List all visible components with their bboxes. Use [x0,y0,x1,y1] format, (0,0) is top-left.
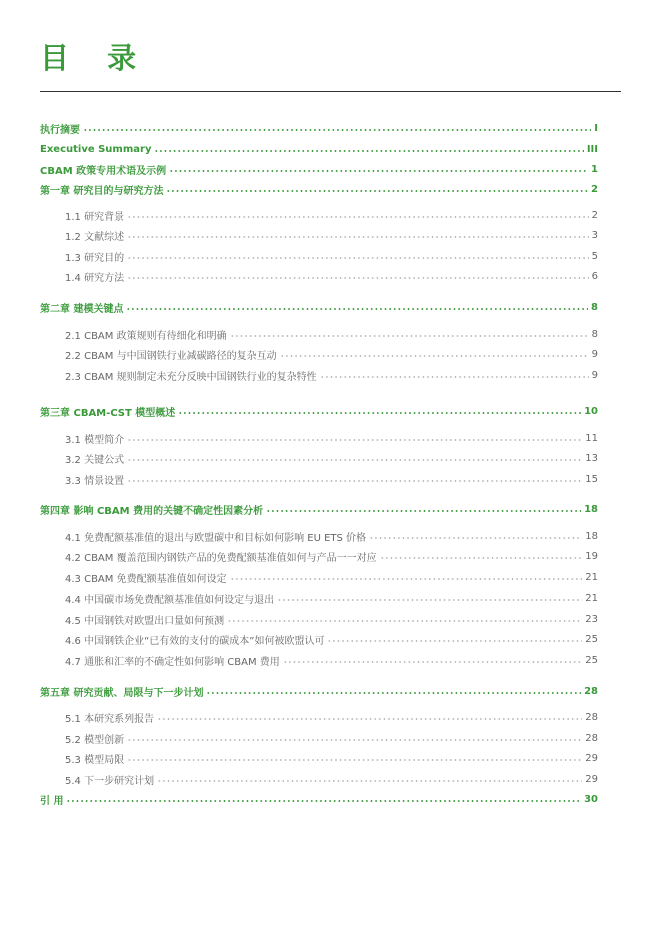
dot-leader [230,335,589,337]
toc-entry-label: 4.4 中国碳市场免费配额基准值如何设定与退出 [65,594,275,606]
toc-entry-page: 2 [591,183,598,195]
toc-entry-page: I [594,122,598,134]
dot-leader [127,759,582,761]
dot-leader [127,459,582,461]
dot-leader [127,439,582,441]
toc-entry-label: 第二章 建模关键点 [40,303,124,315]
dot-leader [157,780,582,782]
toc-entry-label: 5.2 模型创新 [65,734,125,746]
toc-entry-page: 3 [591,229,598,241]
toc-entry-label: 4.7 通胀和汇率的不确定性如何影响 CBAM 费用 [65,656,280,668]
toc-entry-2-3[interactable] [65,367,598,383]
toc-entry-chapter-2[interactable] [40,299,598,315]
toc-entry-5-1[interactable] [65,709,598,725]
dot-leader [127,480,582,482]
toc-entry-page: 8 [591,301,598,313]
toc-entry-1-4[interactable] [65,268,598,284]
dot-leader [178,412,581,414]
toc-entry-label: 4.3 CBAM 免费配额基准值如何设定 [65,573,227,585]
toc-entry-2-1[interactable] [65,326,598,342]
dot-leader [157,718,582,720]
dot-leader [126,308,588,310]
toc-entry-chapter-4[interactable] [40,501,598,517]
toc-entry-label: 1.4 研究方法 [65,272,125,284]
toc-entry-page: 1 [591,163,598,175]
toc-entry-label: Executive Summary [40,143,152,155]
toc-entry-label: 4.2 CBAM 覆盖范围内钢铁产品的免费配额基准值如何与产品一一对应 [65,552,377,564]
toc-entry-label: 2.1 CBAM 政策规则有待细化和明确 [65,330,227,342]
toc-entry-label: CBAM 政策专用术语及示例 [40,165,167,177]
dot-leader [127,257,589,259]
toc-entry-page: 21 [585,592,598,604]
toc-entry-label: 执行摘要 [40,124,80,136]
dot-leader [66,800,581,802]
toc-entry-page: 18 [585,530,598,542]
toc-entry-page: 15 [585,473,598,485]
toc-entry-cbam-terms[interactable] [40,161,598,177]
dot-leader [230,578,583,580]
toc-entry-label: 引 用 [40,795,64,807]
toc-entry-label: 4.5 中国钢铁对欧盟出口量如何预测 [65,615,225,627]
toc-entry-3-2[interactable] [65,450,598,466]
toc-entry-page: 21 [585,571,598,583]
toc-entry-4-3[interactable] [65,569,598,585]
toc-entry-label: 第一章 研究目的与研究方法 [40,185,164,197]
toc-entry-page: 5 [591,250,598,262]
toc-entry-executive-summary-cn[interactable] [40,120,598,136]
dot-leader [83,129,591,131]
toc-entry-4-7[interactable] [65,652,598,668]
toc-entry-page: 19 [585,550,598,562]
toc-entry-label: 3.3 情景设置 [65,475,125,487]
toc-entry-page: III [586,143,598,155]
dot-leader [227,620,582,622]
toc-entry-page: 9 [591,348,598,360]
toc-entry-label: 1.2 文献综述 [65,231,125,243]
toc-entry-label: 4.6 中国钢铁企业“已有效的支付的碳成本”如何被欧盟认可 [65,635,325,647]
toc-entry-4-5[interactable] [65,611,598,627]
dot-leader [280,355,589,357]
toc-entry-3-3[interactable] [65,471,598,487]
toc-entry-3-1[interactable] [65,430,598,446]
toc-entry-1-2[interactable] [65,227,598,243]
toc-entry-page: 25 [585,633,598,645]
dot-leader [320,376,589,378]
toc-entry-page: 13 [585,452,598,464]
toc-entry-page: 2 [591,209,598,221]
toc-entry-references[interactable] [40,791,598,807]
toc-entry-page: 23 [585,613,598,625]
toc-entry-label: 第四章 影响 CBAM 费用的关键不确定性因素分析 [40,505,264,517]
toc-entry-executive-summary-en[interactable] [40,141,598,157]
toc-entry-chapter-3[interactable] [40,403,598,419]
dot-leader [169,170,588,172]
toc-entry-page: 11 [585,432,598,444]
toc-entry-5-3[interactable] [65,750,598,766]
toc-entry-page: 28 [585,711,598,723]
toc-entry-5-2[interactable] [65,730,598,746]
dot-leader [369,537,582,539]
toc-entry-page: 9 [591,369,598,381]
toc-entry-page: 28 [585,732,598,744]
dot-leader [277,599,582,601]
toc-entry-4-1[interactable] [65,528,598,544]
toc-entry-label: 5.1 本研究系列报告 [65,713,155,725]
toc-entry-page: 28 [584,685,598,697]
dot-leader [127,277,589,279]
toc-entry-label: 5.3 模型局限 [65,754,125,766]
toc-entry-5-4[interactable] [65,771,598,787]
toc-entry-4-6[interactable] [65,631,598,647]
dot-leader [283,661,583,663]
toc-entry-page: 30 [584,793,598,805]
toc-entry-label: 3.1 模型简介 [65,434,125,446]
toc-entry-label: 5.4 下一步研究计划 [65,775,155,787]
dot-leader [266,510,581,512]
toc-entry-page: 29 [585,752,598,764]
page-title: 目 录 [40,41,151,75]
dot-leader [166,190,588,192]
toc-entry-page: 18 [584,503,598,515]
toc-entry-4-2[interactable] [65,548,598,564]
toc-entry-label: 1.3 研究目的 [65,252,125,264]
toc-entry-label: 第五章 研究贡献、局限与下一步计划 [40,687,204,699]
dot-leader [127,216,589,218]
toc-entry-4-4[interactable] [65,590,598,606]
toc-entry-label: 2.3 CBAM 规则制定未充分反映中国钢铁行业的复杂特性 [65,371,317,383]
toc-entry-label: 2.2 CBAM 与中国钢铁行业减碳路径的复杂互动 [65,350,277,362]
dot-leader [154,150,583,152]
toc-entry-chapter-5[interactable] [40,683,598,699]
dot-leader [380,557,583,559]
toc-entry-page: 25 [585,654,598,666]
toc-entry-page: 8 [591,328,598,340]
toc-entry-label: 4.1 免费配额基准值的退出与欧盟碳中和目标如何影响 EU ETS 价格 [65,532,367,544]
dot-leader [327,640,582,642]
toc-entry-page: 10 [584,405,598,417]
toc-entry-page: 29 [585,773,598,785]
toc-entry-1-3[interactable] [65,248,598,264]
toc-entry-chapter-1[interactable] [40,181,598,197]
toc-entry-label: 3.2 关键公式 [65,454,125,466]
toc-entry-label: 1.1 研究背景 [65,211,125,223]
dot-leader [206,692,581,694]
dot-leader [127,236,589,238]
toc-entry-2-2[interactable] [65,346,598,362]
toc-entry-page: 6 [591,270,598,282]
toc-entry-1-1[interactable] [65,207,598,223]
toc-entry-label: 第三章 CBAM-CST 模型概述 [40,407,176,419]
dot-leader [127,739,582,741]
